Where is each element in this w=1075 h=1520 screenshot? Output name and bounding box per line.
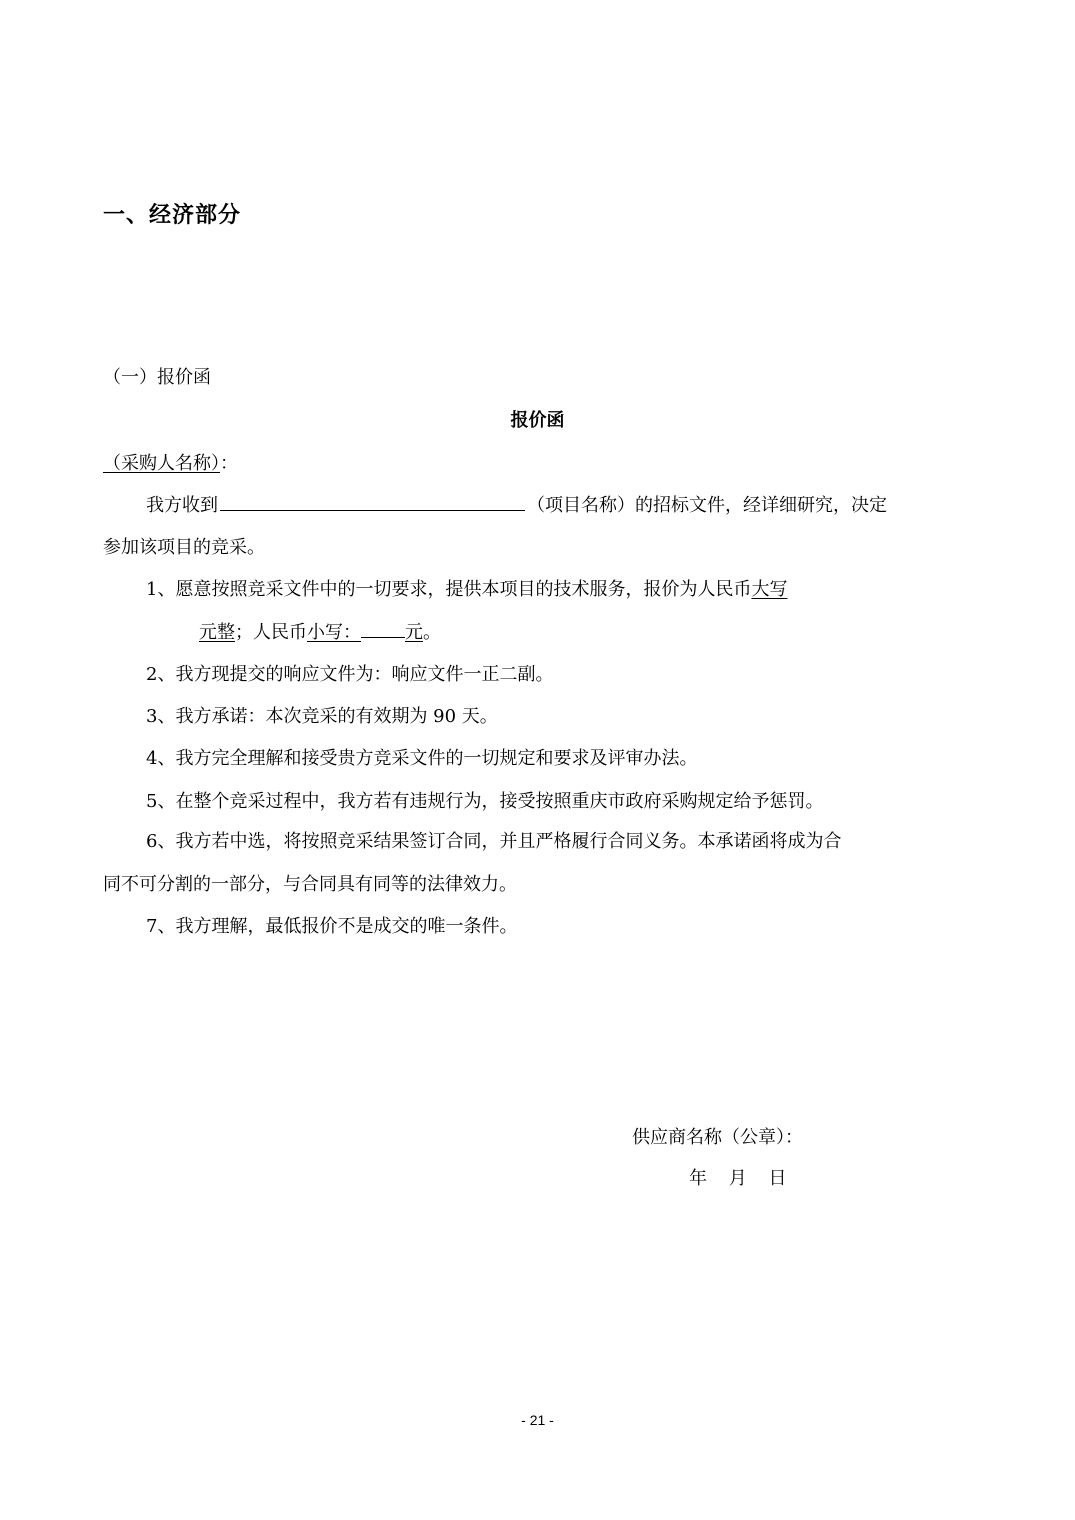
supplier-signature-label: 供应商名称（公章）： xyxy=(632,1127,803,1148)
price-lowercase-label: 小写： xyxy=(307,622,361,643)
item-6-line1: 6、我方若中选，将按照竞采结果签订合同，并且严格履行合同义务。本承诺函将成为合 xyxy=(146,831,842,852)
intro-middle: （项目名称）的招标文件，经详细研究，决定 xyxy=(527,495,887,516)
item-3: 3、我方承诺：本次竞采的有效期为 90 天。 xyxy=(146,706,498,727)
section-title: 一、经济部分 xyxy=(103,203,242,228)
intro-paragraph-line1 xyxy=(146,492,973,519)
recipient-suffix: ： xyxy=(220,453,238,474)
item-1-mid: ；人民币 xyxy=(235,622,307,643)
price-yuan-zheng: 元整 xyxy=(199,622,235,643)
subsection-label: （一）报价函 xyxy=(103,367,211,388)
intro-paragraph-line2: 参加该项目的竞采。 xyxy=(103,537,265,558)
item-6-line2: 同不可分割的一部分，与合同具有同等的法律效力。 xyxy=(103,874,517,895)
item-1-line1 xyxy=(146,577,1016,603)
item-1-line2 xyxy=(199,619,1069,646)
item-4: 4、我方完全理解和接受贵方竞采文件的一切规定和要求及评审办法。 xyxy=(146,748,698,769)
recipient-line xyxy=(103,451,238,477)
recipient-name-placeholder: （采购人名称） xyxy=(103,453,220,474)
page-number: - 21 - xyxy=(521,1412,554,1428)
project-name-blank xyxy=(220,492,525,511)
item-1-end: 。 xyxy=(423,622,441,643)
intro-prefix: 我方收到 xyxy=(146,495,218,516)
item-7: 7、我方理解，最低报价不是成交的唯一条件。 xyxy=(146,916,518,937)
item-1-text: 1、愿意按照竞采文件中的一切要求，提供本项目的技术服务，报价为人民币 xyxy=(146,579,752,600)
item-2: 2、我方现提交的响应文件为：响应文件一正二副。 xyxy=(146,664,554,685)
price-lowercase-blank xyxy=(361,619,405,638)
letter-title: 报价函 xyxy=(510,410,565,431)
item-5: 5、在整个竞采过程中，我方若有违规行为，接受按照重庆市政府采购规定给予惩罚。 xyxy=(146,791,824,812)
price-uppercase-label: 大写 xyxy=(751,579,788,600)
date-label: 年 月 日 xyxy=(689,1168,787,1189)
price-yuan: 元 xyxy=(405,622,423,643)
